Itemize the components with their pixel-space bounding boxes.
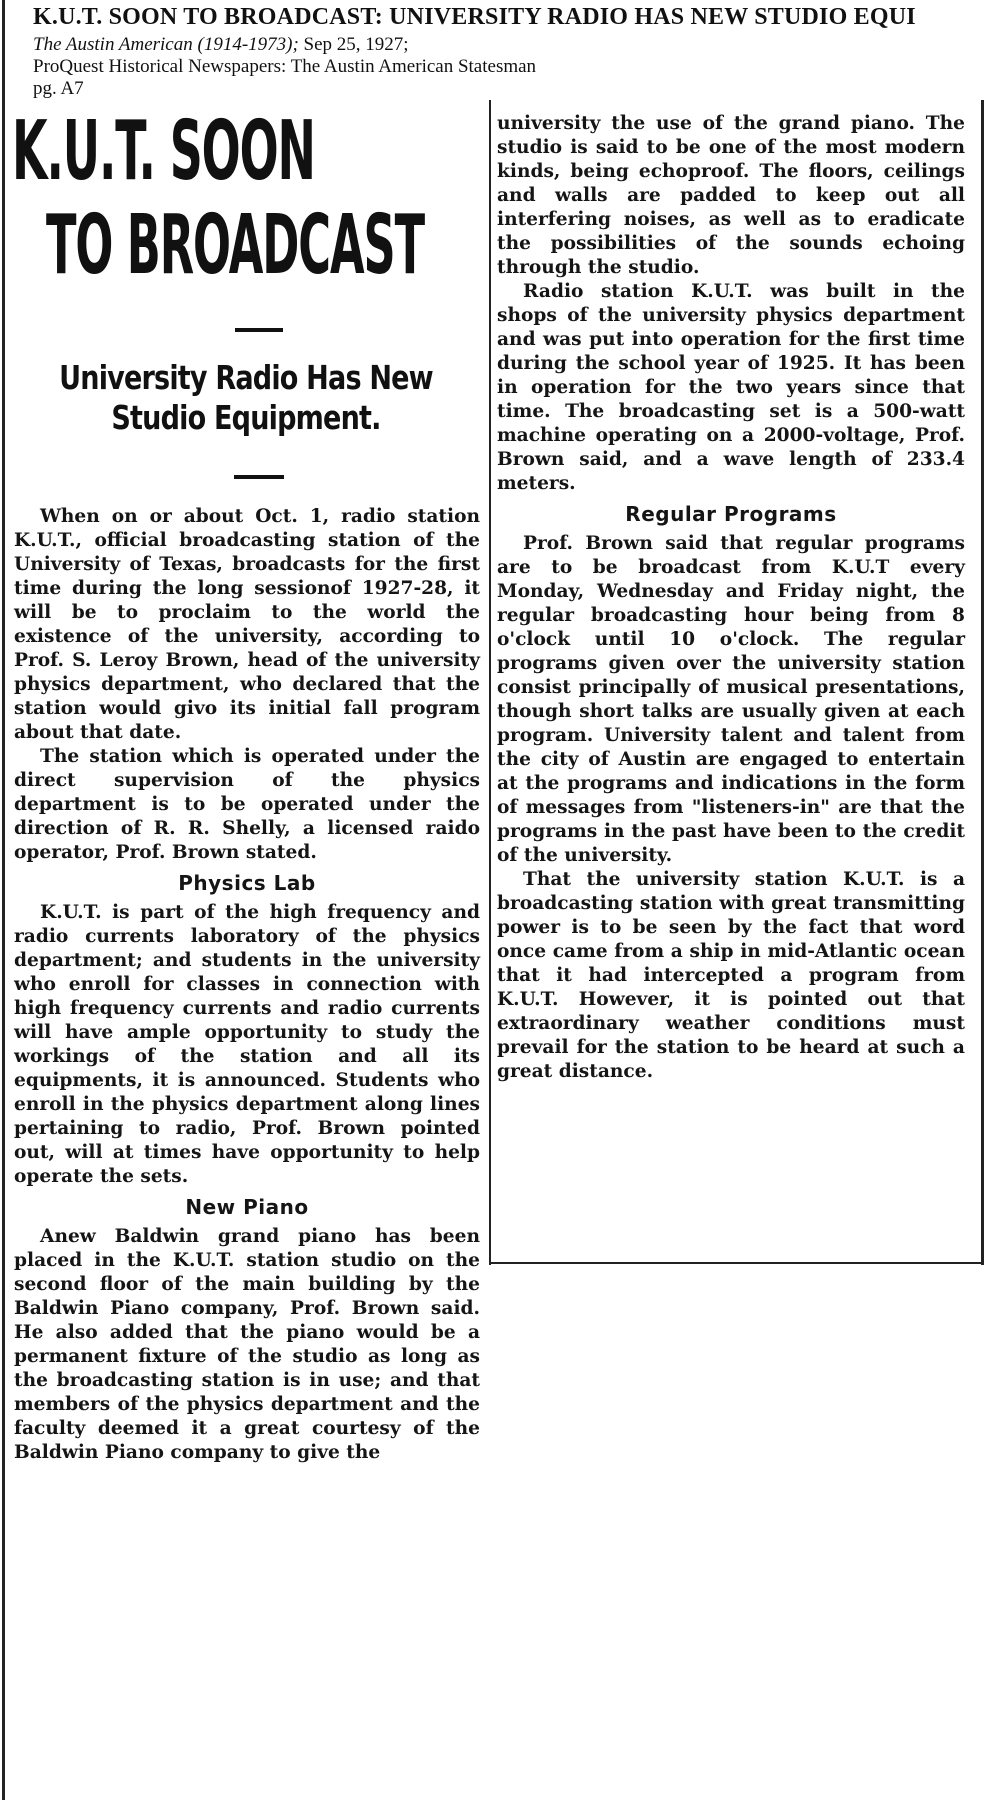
left-page-border xyxy=(2,0,5,1800)
subhead-regular-programs: Regular Programs xyxy=(625,502,837,526)
citation-source-line xyxy=(33,34,993,56)
citation-date: Sep 25, 1927; xyxy=(298,34,409,55)
deck-line-2: Studio Equipment. xyxy=(111,398,381,437)
citation-source: The Austin American (1914-1973); xyxy=(33,34,299,55)
subhead-new-piano: New Piano xyxy=(185,1195,309,1219)
paragraph-regular-programs: Prof. Brown said that regular programs are to be broadcast from K.U.T every Monday, Wednesday and Friday night, the regular broadcasting hour being from 8 o'clock until 10 o'clock. The regular programs given over the university station consist principally of musical presentations, though short talks are usually given at each program. University talent and talent from the city of Austin are engaged to entertain at the programs and indications in the form of messages from "listeners-in" are that the programs in the past have been to the credit of the university. xyxy=(497,533,965,866)
subhead-physics-lab: Physics Lab xyxy=(178,871,316,895)
citation-page: pg. A7 xyxy=(33,78,84,99)
citation-title: K.U.T. SOON TO BROADCAST: UNIVERSITY RADIO HAS NEW STUDIO EQUI xyxy=(33,4,916,30)
paragraph-studio: university the use of the grand piano. The studio is said to be one of the most modern kinds, being echoproof. The floors, ceilings and walls are padded to keep out all interfering noises, as well as to eradicate the possibilities of the sounds echoing through the studio. xyxy=(497,113,965,278)
headline-rule xyxy=(235,328,283,332)
article-column-left xyxy=(14,505,480,1465)
paragraph-new-piano: Anew Baldwin grand piano has been placed in the K.U.T. station studio on the second floor of the main building by the Baldwin Piano company, Prof. Brown said. He also added that the piano would be a permanent fixture of the studio as long as the broadcasting station is in use; and that members of the physics department and the faculty deemed it a great courtesy of the Baldwin Piano company to give the xyxy=(14,1226,480,1463)
deck xyxy=(6,358,486,438)
column-divider xyxy=(489,100,491,1265)
paragraph-supervision: The station which is operated under the direct supervision of the physics department is to be operated under the direction of R. R. Shelly, a licensed raido operator, Prof. Brown stated. xyxy=(14,746,480,863)
headline-line-1: K.U.T. SOON xyxy=(12,104,315,199)
citation-header xyxy=(33,0,993,100)
right-column-bottom-border xyxy=(489,1262,984,1264)
paragraph-opening: When on or about Oct. 1, radio station K.U.T., official broadcasting station of the University of Texas, broadcasts for the first time during the long sessionof 1927-28, it will be to proclaim to the world the existence of the university, according to Prof. S. Leroy Brown, head of the university physics department, who declared that the station would givo its initial fall program about that date. xyxy=(14,506,480,743)
article-column-right xyxy=(497,112,965,1084)
headline-line-2: TO BROADCAST xyxy=(46,198,424,293)
deck-rule xyxy=(234,475,284,479)
citation-database: ProQuest Historical Newspapers: The Austin American Statesman xyxy=(33,56,537,77)
deck-line-1: University Radio Has New xyxy=(59,358,433,397)
right-column-border xyxy=(981,100,984,1265)
paragraph-station-history: Radio station K.U.T. was built in the shops of the university physics department and was put into operation for the first time during the school year of 1925. It has been in operation for the two years since that time. The broadcasting set is a 500-watt machine operating on a 2000-voltage, Prof. Brown said, and a wave length of 233.4 meters. xyxy=(497,281,965,494)
paragraph-transmitting-power: That the university station K.U.T. is a broadcasting station with great transmitting power is to be seen by the fact that word once came from a ship in mid-Atlantic ocean that it had intercepted a program from K.U.T. However, it is pointed out that extraordinary weather conditions must prevail for the station to be heard at such a great distance. xyxy=(497,869,965,1082)
paragraph-physics-lab: K.U.T. is part of the high frequency and radio currents laboratory of the physics department; and students in the university who enroll for classes in connection with high frequency currents and radio currents will have ample opportunity to study the workings of the station and all its equipments, it is announced. Students who enroll in the physics department along lines pertaining to radio, Prof. Brown pointed out, will at times have opportunity to help operate the sets. xyxy=(14,902,480,1187)
